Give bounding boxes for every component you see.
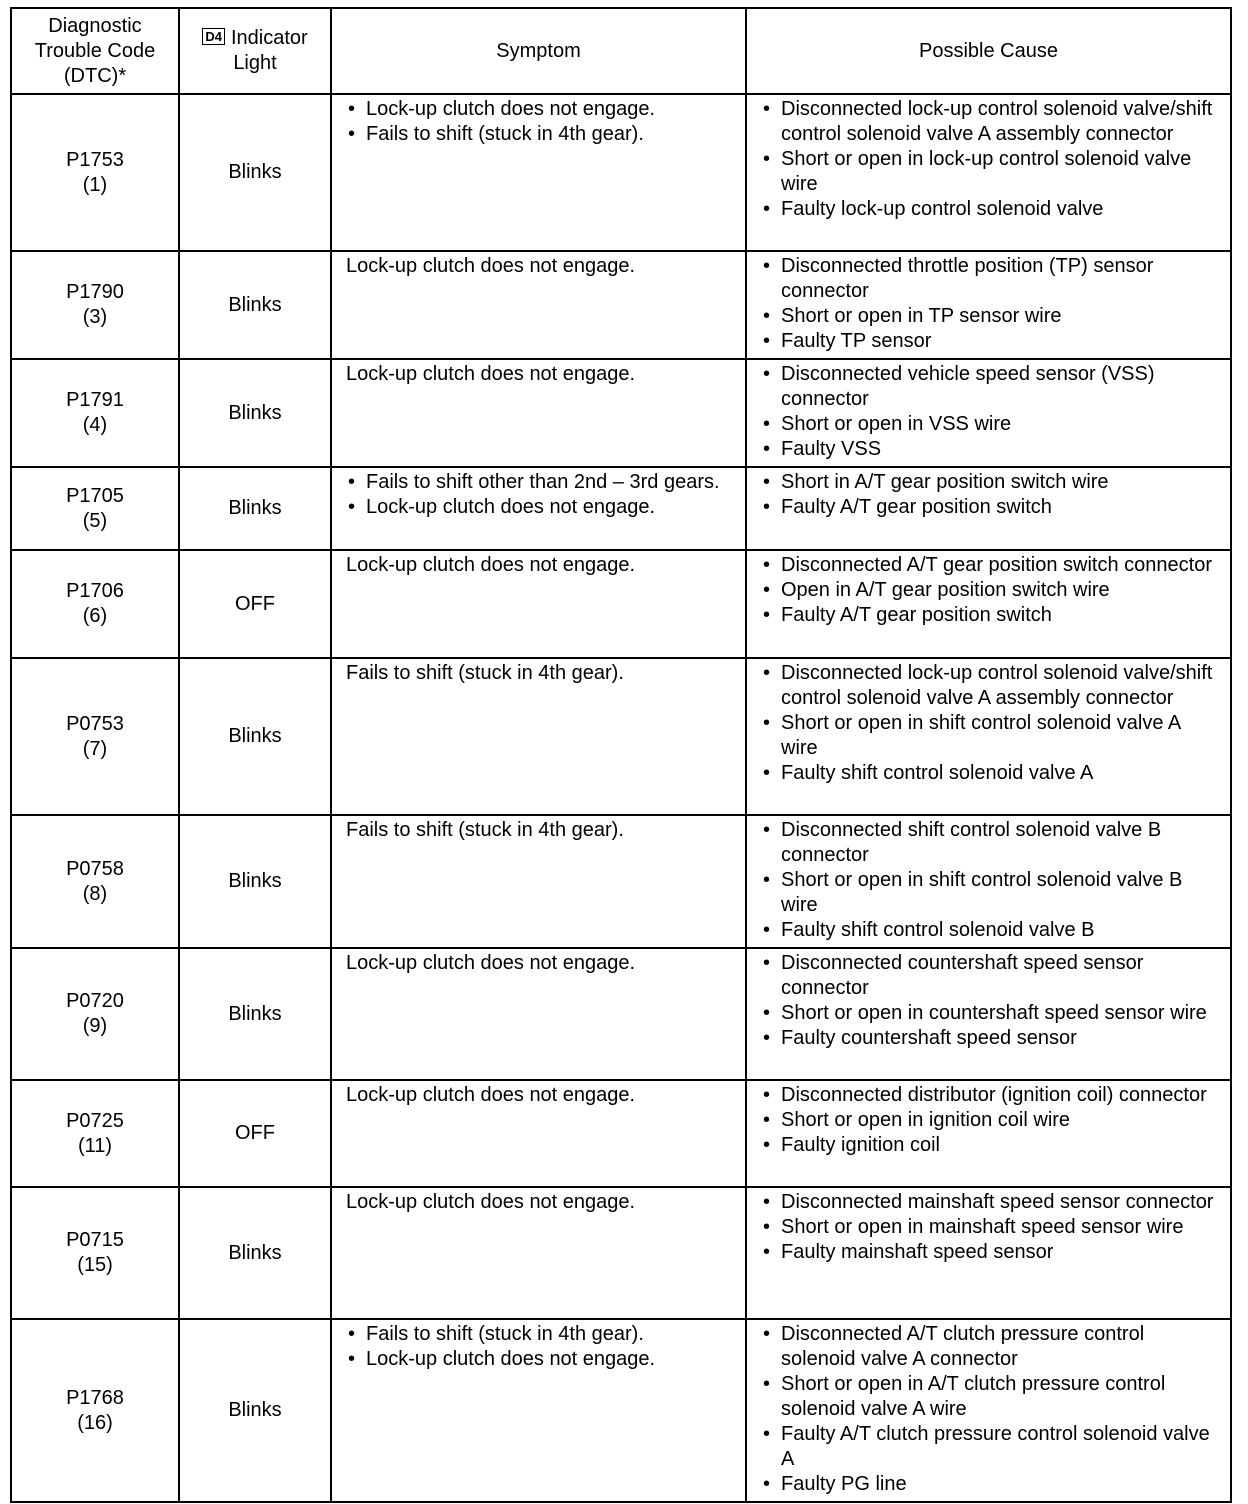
symptom-text: Lock-up clutch does not engage. [346,952,636,974]
dtc-blink-number: (8) [82,882,108,905]
indicator-light-status: Blinks [179,658,331,815]
symptom-cell [331,94,746,251]
cause-item: • Short or open in shift control solenoid valve B wire [761,868,1222,918]
cause-item: • Disconnected shift control solenoid valve B connector [761,818,1222,868]
cause-item: • Open in A/T gear position switch wire [761,578,1222,603]
cause-list [761,553,1222,628]
header-code-line: Trouble Code [34,39,156,62]
cause-item: • Faulty PG line [761,1472,1222,1497]
cause-list [761,1083,1222,1158]
table-row [11,359,1231,467]
dtc-table [10,7,1232,1503]
dtc-code: P0753 [66,712,124,735]
possible-cause-cell [746,658,1231,815]
possible-cause-cell [746,815,1231,948]
possible-cause-cell [746,1319,1231,1502]
dtc-code-cell [11,550,179,658]
cause-item: • Short or open in VSS wire [761,412,1222,437]
dtc-code-cell [11,467,179,550]
symptom-item: • Fails to shift other than 2nd – 3rd gears. [346,470,737,495]
cause-item: • Faulty mainshaft speed sensor [761,1240,1222,1265]
dtc-blink-number: (1) [82,173,108,196]
possible-cause-cell [746,1187,1231,1319]
cause-item: • Disconnected vehicle speed sensor (VSS) connector [761,362,1222,412]
cause-item: • Faulty A/T gear position switch [761,603,1222,628]
indicator-light-status: OFF [179,1080,331,1187]
header-light-line: Light [233,52,277,74]
dtc-code: P0725 [66,1109,124,1132]
dtc-code-cell [11,94,179,251]
symptom-cell [331,550,746,658]
cause-item: • Disconnected lock-up control solenoid valve/shift control solenoid valve A assembly connector [761,97,1222,147]
dtc-blink-number: (7) [82,737,108,760]
symptom-cell [331,1319,746,1502]
possible-cause-cell [746,948,1231,1080]
cause-item: • Faulty shift control solenoid valve B [761,918,1222,943]
dtc-code-cell [11,1319,179,1502]
symptom-cell [331,467,746,550]
cause-item: • Disconnected A/T gear position switch connector [761,553,1222,578]
header-row [11,8,1231,94]
dtc-code-cell [11,1187,179,1319]
possible-cause-cell [746,550,1231,658]
dtc-code-cell [11,948,179,1080]
symptom-cell [331,359,746,467]
table-row [11,1080,1231,1187]
dtc-blink-number: (3) [82,306,108,328]
cause-item: • Short in A/T gear position switch wire [761,470,1222,495]
dtc-blink-number: (4) [82,414,108,436]
cause-item: • Faulty ignition coil [761,1133,1222,1158]
cause-list [761,97,1222,222]
symptom-cell [331,948,746,1080]
cause-item: • Faulty A/T clutch pressure control solenoid valve A [761,1422,1222,1472]
cause-item: • Short or open in A/T clutch pressure control solenoid valve A wire [761,1372,1222,1422]
header-indicator-light [179,8,331,94]
header-light-word: Indicator [230,27,308,49]
dtc-code: P1753 [66,148,124,171]
cause-item: • Short or open in ignition coil wire [761,1108,1222,1133]
symptom-cell [331,251,746,359]
dtc-code-cell [11,815,179,948]
header-code-line: Diagnostic [48,14,142,37]
symptom-text: Fails to shift (stuck in 4th gear). [346,819,624,841]
table-row [11,1187,1231,1319]
cause-item: • Faulty TP sensor [761,329,1222,354]
table-row [11,467,1231,550]
cause-item: • Disconnected mainshaft speed sensor connector [761,1190,1222,1215]
dtc-blink-number: (9) [82,1015,108,1037]
cause-item: • Disconnected lock-up control solenoid valve/shift control solenoid valve A assembly connector [761,661,1222,711]
dtc-code: P1768 [66,1386,124,1409]
symptom-list [346,97,737,147]
d4-indicator-icon: D4 [202,28,225,45]
dtc-blink-number: (11) [77,1134,113,1157]
dtc-code-cell [11,1080,179,1187]
symptom-item: • Fails to shift (stuck in 4th gear). [346,1322,737,1347]
symptom-cell [331,658,746,815]
symptom-text: Lock-up clutch does not engage. [346,363,636,385]
header-light-line [184,26,326,51]
possible-cause-cell [746,1080,1231,1187]
dtc-code: P1706 [66,580,124,602]
cause-list [761,1322,1222,1497]
cause-item: • Faulty lock-up control solenoid valve [761,197,1222,222]
table-row [11,251,1231,359]
symptom-list [346,470,737,520]
cause-list [761,362,1222,462]
dtc-code-cell [11,251,179,359]
header-possible-cause: Possible Cause [746,8,1231,94]
possible-cause-cell [746,94,1231,251]
table-row [11,550,1231,658]
header-symptom: Symptom [331,8,746,94]
indicator-light-status: Blinks [179,1319,331,1502]
symptom-text: Lock-up clutch does not engage. [346,554,636,576]
symptom-item: • Lock-up clutch does not engage. [346,97,737,122]
table-row [11,94,1231,251]
cause-item: • Faulty VSS [761,437,1222,462]
table-row [11,948,1231,1080]
dtc-blink-number: (16) [77,1411,113,1434]
dtc-blink-number: (15) [77,1254,113,1276]
dtc-code: P0758 [66,857,124,880]
cause-item: • Faulty countershaft speed sensor [761,1026,1222,1051]
cause-list [761,470,1222,520]
symptom-cell [331,1080,746,1187]
symptom-text: Lock-up clutch does not engage. [346,255,636,277]
cause-list [761,818,1222,943]
indicator-light-status: Blinks [179,948,331,1080]
table-row [11,1319,1231,1502]
symptom-text: Lock-up clutch does not engage. [346,1084,636,1106]
indicator-light-status: Blinks [179,467,331,550]
dtc-code: P0715 [66,1229,124,1251]
table-body [11,94,1231,1502]
dtc-blink-number: (6) [82,605,108,627]
table-row [11,658,1231,815]
cause-item: • Short or open in mainshaft speed sensor wire [761,1215,1222,1240]
dtc-code-cell [11,359,179,467]
dtc-blink-number: (5) [82,509,108,532]
dtc-code: P1790 [66,281,124,303]
cause-item: • Disconnected countershaft speed sensor connector [761,951,1222,1001]
symptom-cell [331,1187,746,1319]
symptom-cell [331,815,746,948]
symptom-text: Fails to shift (stuck in 4th gear). [346,662,624,684]
cause-item: • Short or open in TP sensor wire [761,304,1222,329]
cause-item: • Disconnected distributor (ignition coil) connector [761,1083,1222,1108]
symptom-item: • Fails to shift (stuck in 4th gear). [346,122,737,147]
symptom-text: Lock-up clutch does not engage. [346,1191,636,1213]
cause-item: • Faulty A/T gear position switch [761,495,1222,520]
cause-item: • Short or open in lock-up control solenoid valve wire [761,147,1222,197]
cause-list [761,661,1222,786]
cause-item: • Disconnected A/T clutch pressure control solenoid valve A connector [761,1322,1222,1372]
possible-cause-cell [746,251,1231,359]
indicator-light-status: Blinks [179,94,331,251]
indicator-light-status: Blinks [179,251,331,359]
cause-item: • Short or open in countershaft speed sensor wire [761,1001,1222,1026]
symptom-list [346,1322,737,1372]
cause-item: • Faulty shift control solenoid valve A [761,761,1222,786]
cause-item: • Disconnected throttle position (TP) sensor connector [761,254,1222,304]
cause-list [761,951,1222,1051]
dtc-code-cell [11,658,179,815]
dtc-code: P1791 [66,389,124,411]
table-row [11,815,1231,948]
header-code [11,8,179,94]
indicator-light-status: Blinks [179,815,331,948]
dtc-code: P1705 [66,484,124,507]
cause-list [761,1190,1222,1265]
indicator-light-status: Blinks [179,359,331,467]
cause-item: • Short or open in shift control solenoid valve A wire [761,711,1222,761]
symptom-item: • Lock-up clutch does not engage. [346,1347,737,1372]
indicator-light-status: OFF [179,550,331,658]
indicator-light-status: Blinks [179,1187,331,1319]
dtc-code: P0720 [66,990,124,1012]
cause-list [761,254,1222,354]
possible-cause-cell [746,467,1231,550]
possible-cause-cell [746,359,1231,467]
symptom-item: • Lock-up clutch does not engage. [346,495,737,520]
header-code-line: (DTC)* [63,64,127,87]
